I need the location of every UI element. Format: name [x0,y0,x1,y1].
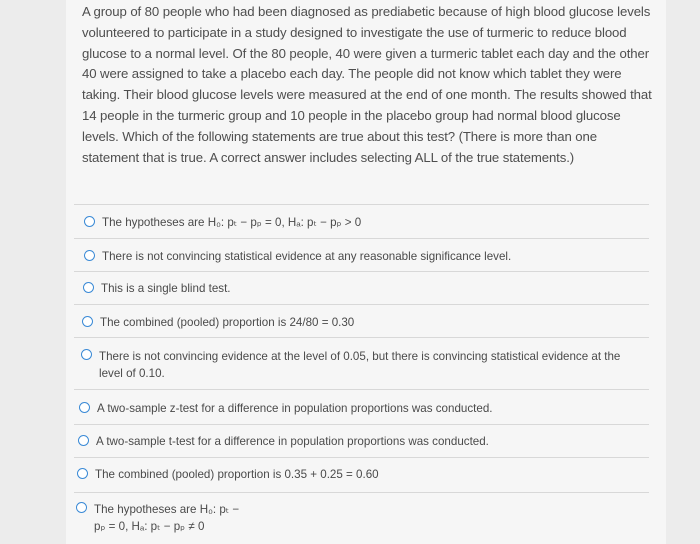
divider [74,424,649,425]
option-1-label: The hypotheses are H₀: pₜ − pₚ = 0, Hₐ: pₜ − pₚ > 0 [102,216,362,229]
divider [74,492,649,493]
radio-button[interactable] [82,316,93,327]
option-6-label: A two-sample z-test for a difference in population proportions was conducted. [97,402,493,415]
option-4-label: The combined (pooled) proportion is 24/80 = 0.30 [100,316,355,329]
radio-button[interactable] [76,502,87,513]
option-2-label: There is not convincing statistical evidence at any reasonable significance level. [102,250,512,263]
radio-button[interactable] [84,216,95,227]
divider [74,238,649,239]
radio-button[interactable] [78,435,89,446]
question-text: A group of 80 people who had been diagnosed as prediabetic because of high blood glucose levels volunteered to participate in a study designed to investigate the use of turmeric to reduce blood glucose to a normal level. Of the 80 people, 40 were given a turmeric tablet each day and the other 40 were assigned to take a placebo each day. The people did not know which tablet they were taking. Their blood glucose levels were measured at the end of one month. The results showed that 14 people in the turmeric group and 10 people in the placebo group had normal blood glucose levels. Which of the following statements are true about this test? (There is more than one statement that is true. A correct answer includes selecting ALL of the true statements.) [82,4,652,165]
option-8-label: The combined (pooled) proportion is 0.35 + 0.25 = 0.60 [95,468,379,481]
option-5-label: There is not convincing evidence at the level of 0.05, but there is convincing statistical evidence at the level of 0.10. [99,350,621,380]
radio-button[interactable] [79,402,90,413]
option-3-label: This is a single blind test. [101,282,231,295]
divider [74,337,649,338]
option-7-label: A two-sample t-test for a difference in population proportions was conducted. [96,435,489,448]
radio-button[interactable] [81,349,92,360]
divider [74,204,649,205]
radio-button[interactable] [77,468,88,479]
divider [74,457,649,458]
radio-button[interactable] [84,250,95,261]
question-card [66,0,666,544]
radio-button[interactable] [83,282,94,293]
divider [74,271,649,272]
divider [74,304,649,305]
option-9-label: The hypotheses are H₀: pₜ − pₚ = 0, Hₐ: pₜ − pₚ ≠ 0 [94,503,240,533]
divider [74,389,649,390]
